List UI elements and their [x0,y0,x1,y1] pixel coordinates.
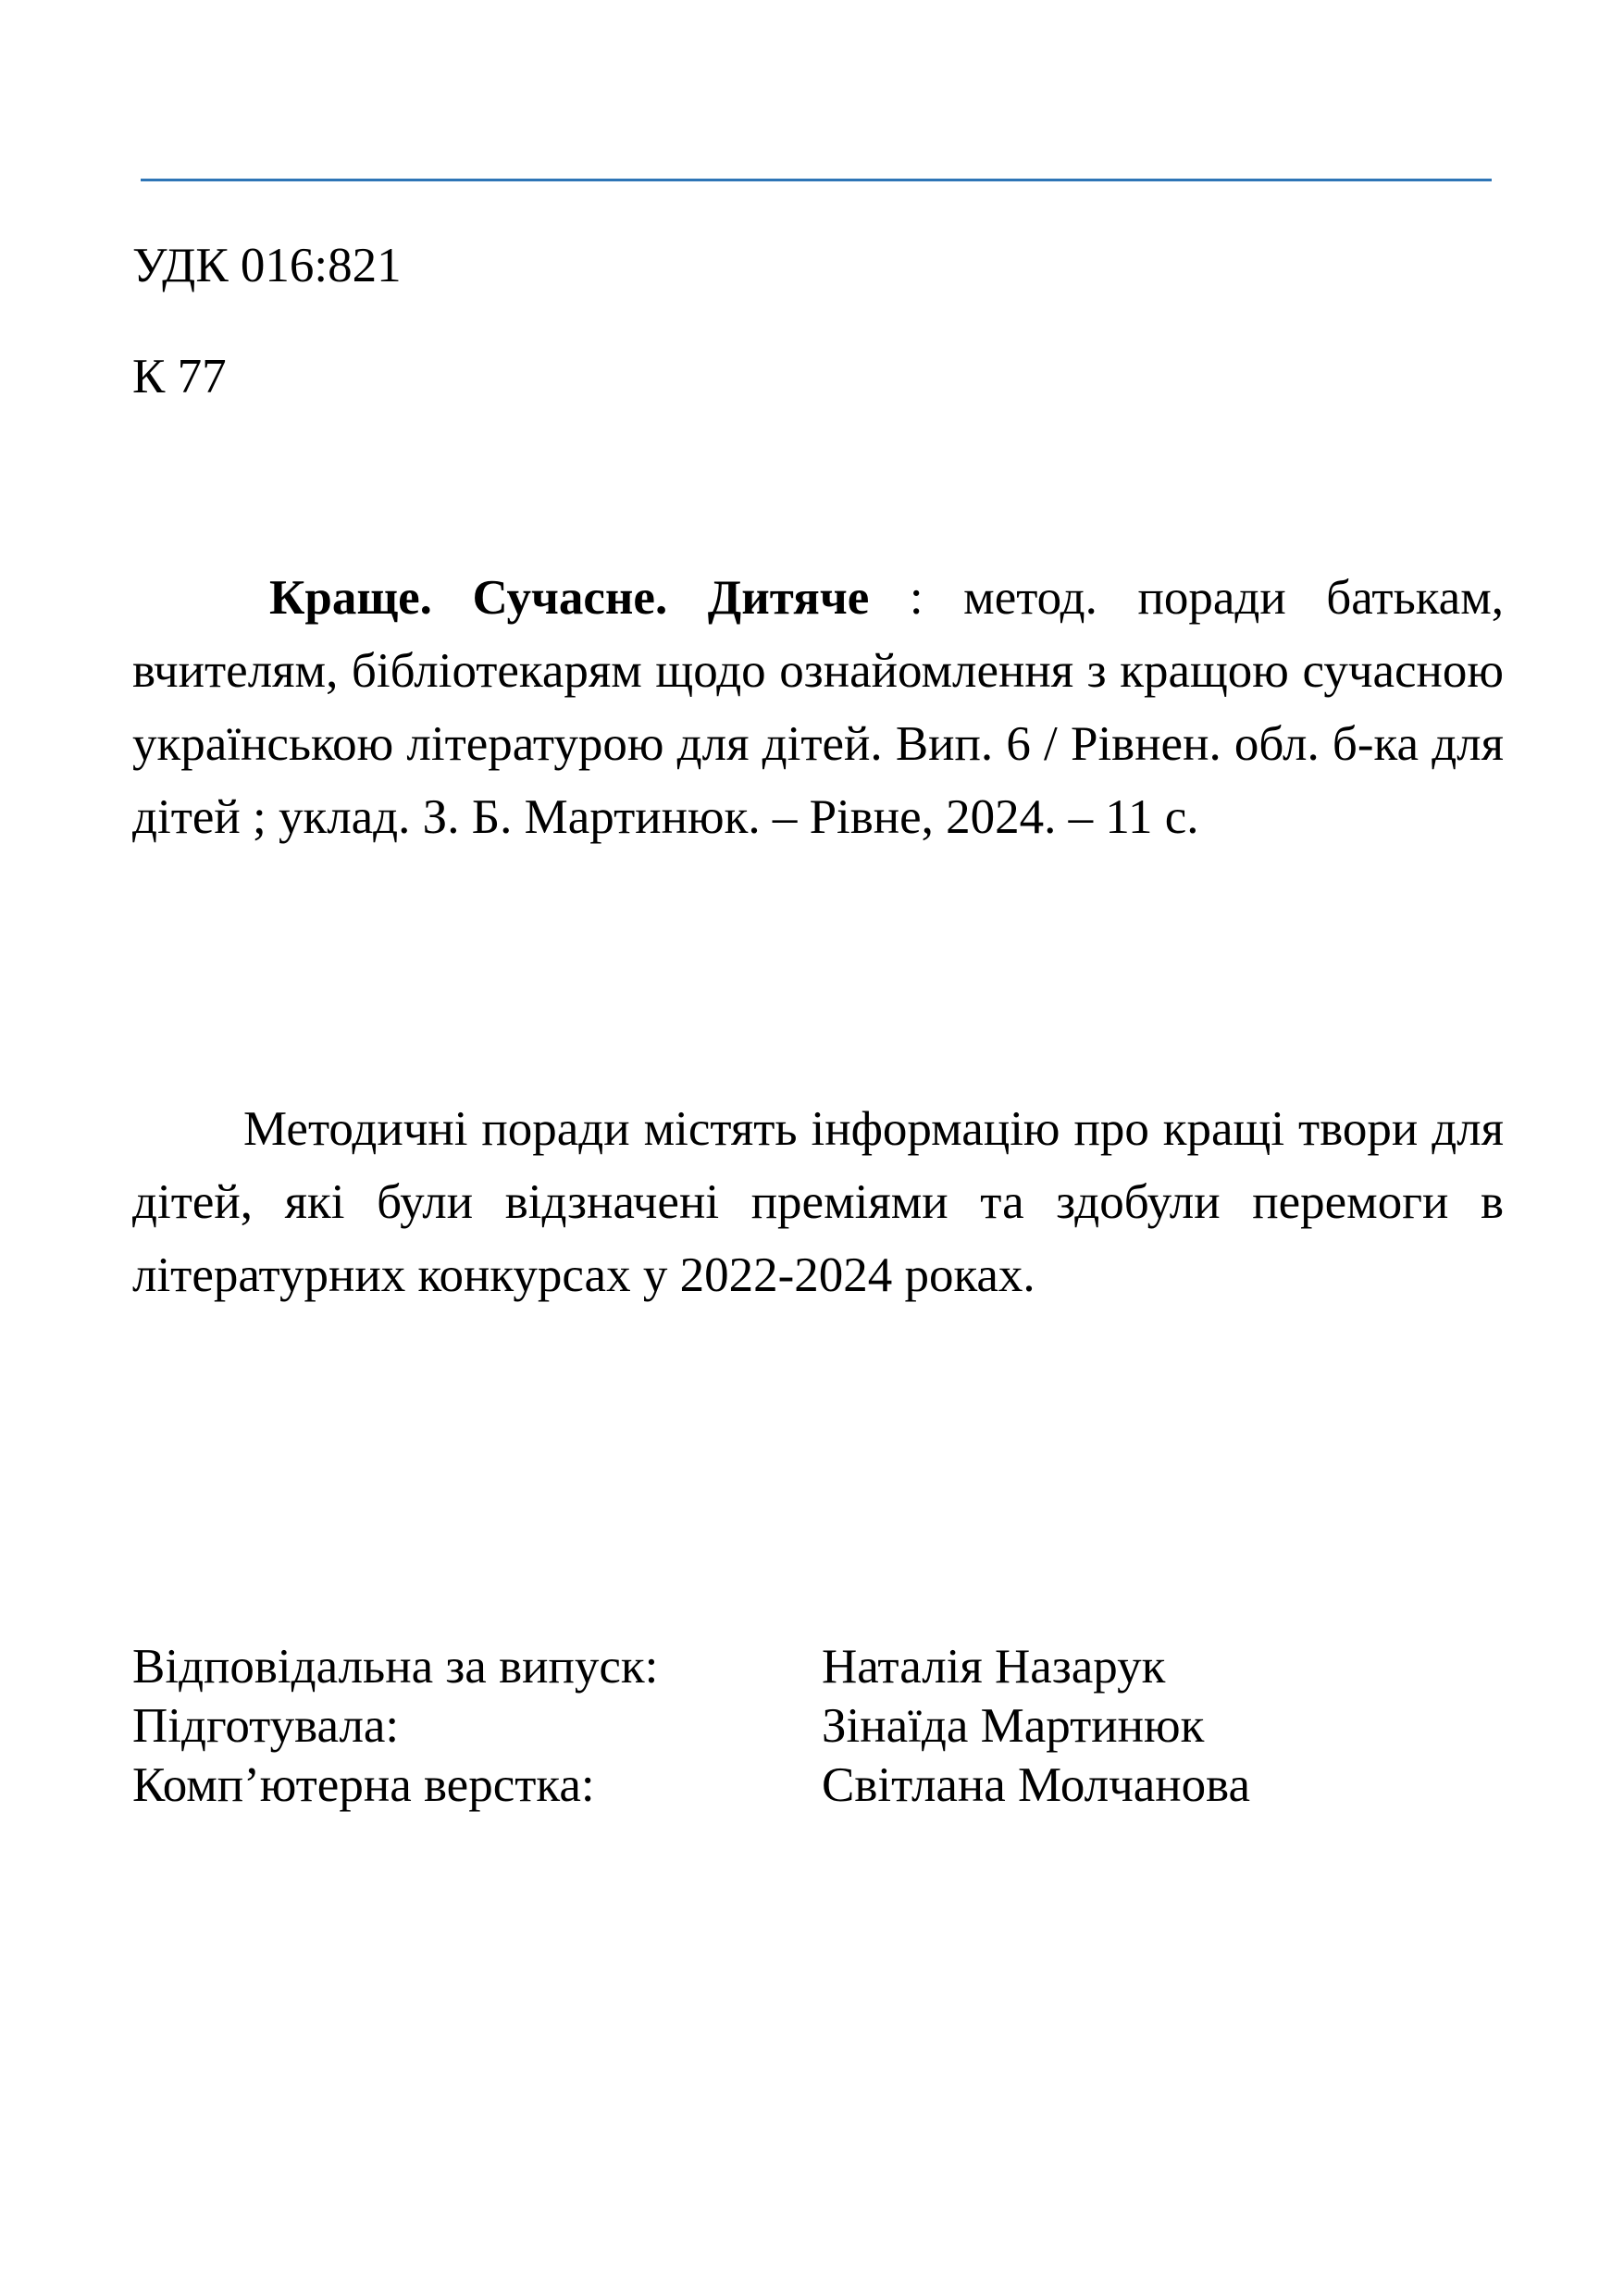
credit-role: Підготувала: [132,1699,400,1753]
credit-role: Комп’ютерна верстка: [132,1758,595,1812]
author-mark: К 77 [132,350,227,403]
credit-person: Світлана Молчанова [822,1758,1250,1812]
credits [132,1637,1493,1815]
credit-row [132,1637,1493,1696]
credit-row [132,1696,1493,1756]
top-divider [141,179,1492,181]
credit-role: Відповідальна за випуск: [132,1640,659,1694]
credit-person: Наталія Назарук [822,1640,1166,1694]
udk-code: УДК 016:821 [132,239,402,292]
credit-row [132,1756,1493,1815]
abstract: Методичні поради містять інформацію про кращі твори для дітей, які були відзначені преміями та здобули перемоги в літературних конкурсах у 2022-2024 роках. [132,1102,1504,1302]
bibliographic-description: : метод. поради батькам, вчителям, бібліотекарям щодо ознайомлення з кращою сучасною українською літературою для дітей. Вип. 6 / Рівнен. обл. б-ка для дітей ; уклад. З. Б. Мартинюк. – Рівне, 2024. – 11 с. [132,571,1504,844]
book-title: Краще. Сучасне. Дитяче [269,571,870,625]
credit-person: Зінаїда Мартинюк [822,1699,1205,1753]
bibliographic-record [132,562,1504,854]
